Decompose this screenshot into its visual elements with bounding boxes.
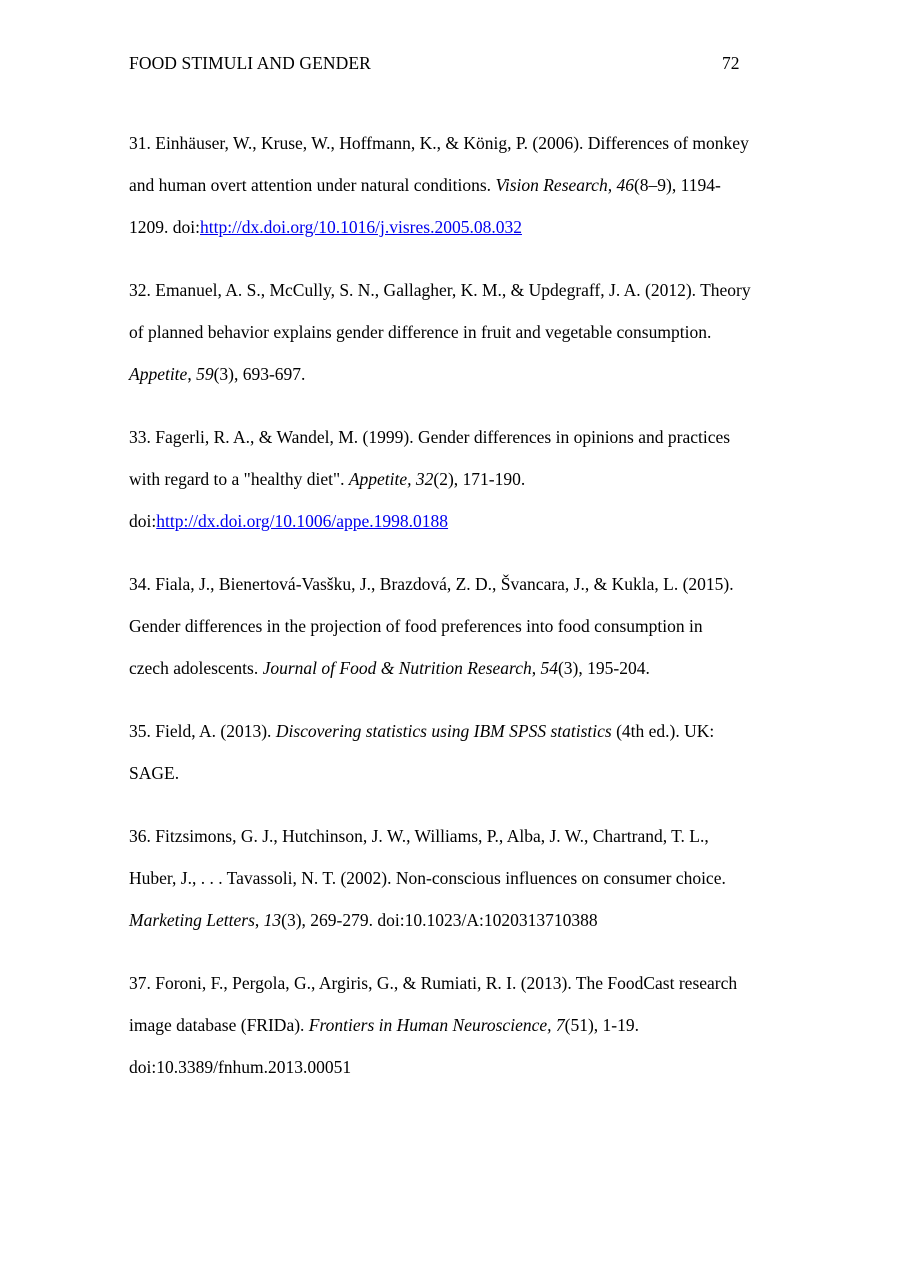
reference-text: (3), 693-697. (213, 364, 306, 384)
reference-text: (8–9), 1194- (633, 175, 721, 195)
reference-text: czech adolescents. (129, 658, 263, 678)
reference-text: 37. Foroni, F., Pergola, G., Argiris, G., & Rumiati, R. I. (2013). The FoodCast research (129, 973, 738, 993)
page-number: 72 (722, 53, 740, 73)
reference-line (129, 206, 799, 248)
reference-entry (129, 122, 799, 248)
reference-entry (129, 269, 799, 395)
reference-entry (129, 710, 799, 794)
reference-line (129, 500, 799, 542)
italic-text: 54 (540, 658, 558, 678)
reference-text: , (187, 364, 197, 384)
reference-text: 36. Fitzsimons, G. J., Hutchinson, J. W., Williams, P., Alba, J. W., Chartrand, T. L., (129, 826, 709, 846)
reference-list (129, 122, 799, 1109)
reference-text: SAGE. (129, 763, 180, 783)
reference-text: , (531, 658, 541, 678)
reference-line (129, 647, 799, 689)
reference-text: (4th ed.). UK: (611, 721, 715, 741)
reference-line (129, 122, 799, 164)
doi-link[interactable]: http://dx.doi.org/10.1006/appe.1998.0188 (156, 511, 449, 531)
reference-entry (129, 416, 799, 542)
reference-text: 33. Fagerli, R. A., & Wandel, M. (1999). Gender differences in opinions and practices (129, 427, 731, 447)
reference-text: doi:10.3389/fnhum.2013.00051 (129, 1057, 352, 1077)
reference-line (129, 458, 799, 500)
reference-text: 32. Emanuel, A. S., McCully, S. N., Gallagher, K. M., & Updegraff, J. A. (2012). Theory (129, 280, 751, 300)
reference-text: 1209. doi: (129, 217, 200, 237)
reference-text: (3), 195-204. (557, 658, 650, 678)
italic-text: Frontiers in Human Neuroscience, 7 (308, 1015, 565, 1035)
reference-text: with regard to a "healthy diet". (129, 469, 349, 489)
italic-text: Vision Research, 46 (495, 175, 634, 195)
reference-text: Huber, J., . . . Tavassoli, N. T. (2002). Non-conscious influences on consumer choice. (129, 868, 726, 888)
reference-text: (51), 1-19. (564, 1015, 639, 1035)
italic-text: Discovering statistics using IBM SPSS statistics (275, 721, 612, 741)
reference-text: image database (FRIDa). (129, 1015, 309, 1035)
italic-text: Appetite, 32 (348, 469, 434, 489)
italic-text: Journal of Food & Nutrition Research (262, 658, 532, 678)
reference-line (129, 899, 799, 941)
reference-line (129, 962, 799, 1004)
reference-line (129, 353, 799, 395)
reference-text: 34. Fiala, J., Bienertová-Vasšku, J., Brazdová, Z. D., Švancara, J., & Kukla, L. (2015). (129, 574, 734, 594)
reference-line (129, 815, 799, 857)
reference-entry (129, 962, 799, 1088)
reference-text: of planned behavior explains gender difference in fruit and vegetable consumption. (129, 322, 712, 342)
italic-text: Appetite (129, 364, 188, 384)
reference-line (129, 269, 799, 311)
reference-line (129, 1046, 799, 1088)
reference-text: 31. Einhäuser, W., Kruse, W., Hoffmann, K., & König, P. (2006). Differences of monkey (129, 133, 749, 153)
doi-link[interactable]: http://dx.doi.org/10.1016/j.visres.2005.08.032 (199, 217, 522, 237)
running-head: FOOD STIMULI AND GENDER (129, 53, 371, 73)
reference-line (129, 164, 799, 206)
reference-line (129, 311, 799, 353)
italic-text: 59 (196, 364, 214, 384)
reference-text: and human overt attention under natural conditions. (129, 175, 496, 195)
italic-text: 13 (263, 910, 282, 930)
reference-line (129, 857, 799, 899)
reference-text: doi: (129, 511, 157, 531)
reference-line (129, 416, 799, 458)
reference-text: (3), 269-279. doi:10.1023/A:1020313710388 (281, 910, 598, 930)
reference-line (129, 605, 799, 647)
reference-line (129, 752, 799, 794)
reference-text: 35. Field, A. (2013). (129, 721, 276, 741)
reference-text: (2), 171-190. (433, 469, 526, 489)
italic-text: Marketing Letters (129, 910, 255, 930)
reference-line (129, 563, 799, 605)
reference-entry (129, 563, 799, 689)
reference-line (129, 710, 799, 752)
reference-line (129, 1004, 799, 1046)
reference-text: , (254, 910, 264, 930)
reference-text: Gender differences in the projection of food preferences into food consumption in (129, 616, 703, 636)
reference-entry (129, 815, 799, 941)
